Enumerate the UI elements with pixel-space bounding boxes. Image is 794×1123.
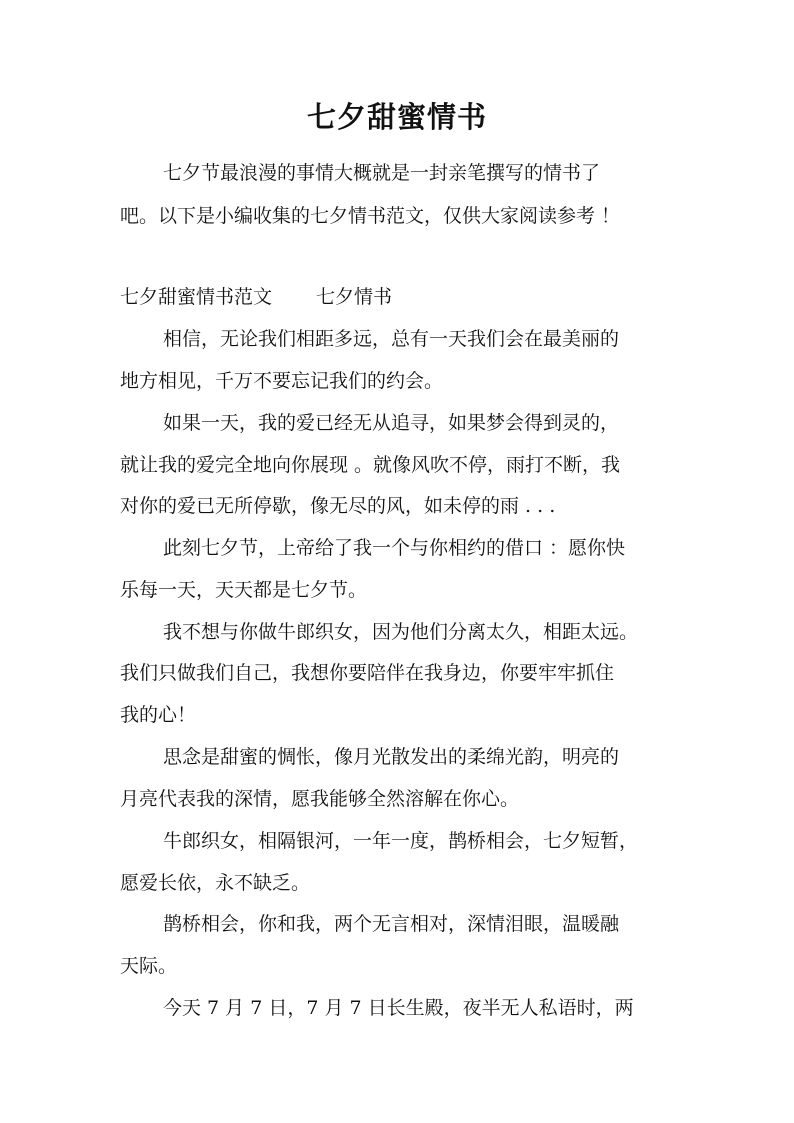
body-line: 月亮代表我的深情，愿我能够全然溶解在你心。 <box>120 788 520 810</box>
body-line: 我的心！ <box>120 704 197 726</box>
body-line: 如果一天，我的爱已经无从追寻，如果梦会得到灵的， <box>163 412 620 434</box>
subheading <box>120 285 392 309</box>
body-line: 此刻七夕节，上帝给了我一个与你相约的借口 ：愿你快 <box>163 537 626 559</box>
body-line: 鹊桥相会，你和我，两个无言相对，深情泪眼，温暖融 <box>163 913 620 935</box>
body-line: 就让我的爱完全地向你展现 。就像风吹不停，雨打不断，我 <box>120 454 621 476</box>
subheading-left: 七夕甜蜜情书范文 <box>120 286 273 308</box>
intro-line: 吧。以下是小编收集的七夕情书范文，仅供大家阅读参考 ！ <box>120 205 621 227</box>
body-line: 思念是甜蜜的惆怅，像月光散发出的柔绵光韵，明亮的 <box>163 746 620 768</box>
body-line: 对你的爱已无所停歇，像无尽的风，如未停的雨 . . . <box>120 495 556 517</box>
body-line: 地方相见，千万不要忘记我们的约会。 <box>120 370 444 392</box>
body-line: 天际。 <box>120 955 178 977</box>
body-line: 相信，无论我们相距多远，总有一天我们会在最美丽的 <box>163 328 620 350</box>
subheading-right: 七夕情书 <box>316 286 393 308</box>
document-title: 七夕甜蜜情书 <box>306 100 487 134</box>
body-line: 我们只做我们自己，我想你要陪伴在我身边，你要牢牢抓住 <box>120 662 615 684</box>
body-line: 我不想与你做牛郎织女，因为他们分离太久，相距太远。 <box>163 621 639 643</box>
body-line: 今天 7 月 7 日，7 月 7 日长生殿，夜半无人私语时，两 <box>163 997 634 1019</box>
body-line: 牛郎织女，相隔银河，一年一度，鹊桥相会，七夕短暂， <box>163 830 639 852</box>
intro-line: 七夕节最浪漫的事情大概就是一封亲笔撰写的情书了 <box>163 162 601 184</box>
body-line: 愿爱长依，永不缺乏。 <box>120 872 311 894</box>
body-line: 乐每一天，天天都是七夕节。 <box>120 579 368 601</box>
